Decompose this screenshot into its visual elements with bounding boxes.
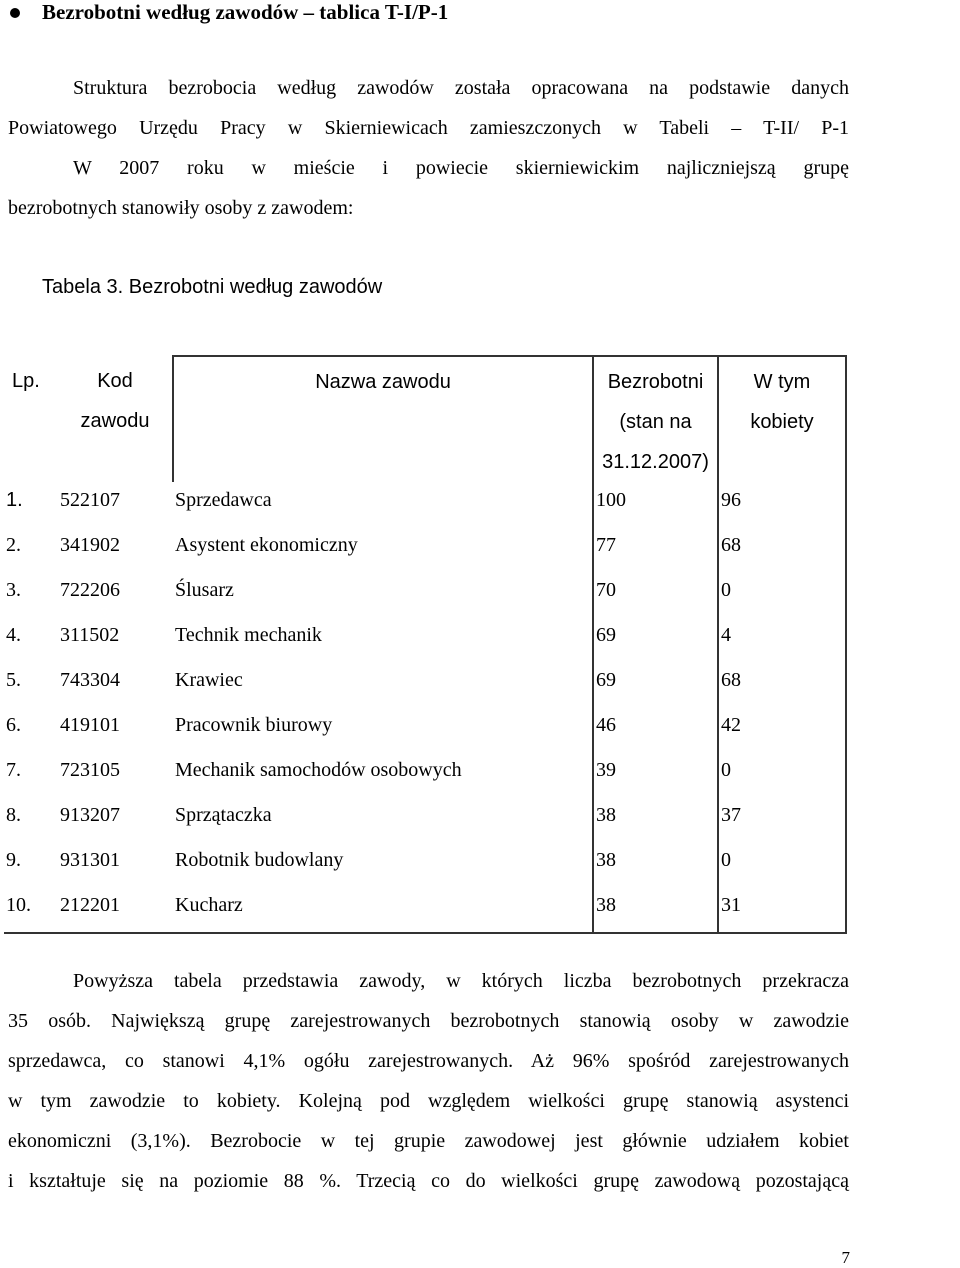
cell-kobiety: 0 <box>718 752 846 797</box>
cell-lp: 2. <box>6 534 21 556</box>
cell-kod: 419101 <box>60 714 120 736</box>
cell-bezrobotni: 70 <box>593 572 718 617</box>
cell-kobiety: 4 <box>718 617 846 662</box>
table-row <box>4 527 846 572</box>
table-row <box>4 887 846 933</box>
page-number: 7 <box>841 1248 850 1267</box>
table-row <box>4 797 846 842</box>
cell-bezrobotni: 38 <box>593 887 718 933</box>
cell-nazwa: Technik mechanik <box>175 624 322 646</box>
cell-kod: 931301 <box>60 849 120 871</box>
header-lp: Lp. <box>12 370 40 392</box>
cell-lp: 10. <box>4 887 58 933</box>
cell-kod: 722206 <box>60 579 120 601</box>
cell-kobiety: 0 <box>718 842 846 887</box>
cell-kod: 311502 <box>60 624 120 646</box>
cell-nazwa: Robotnik budowlany <box>175 849 344 871</box>
summary-line: sprzedawca, co stanowi 4,1% ogółu zarejestrowanych. Aż 96% spośród zarejestrowanych <box>8 1050 849 1072</box>
table-caption: Tabela 3. Bezrobotni według zawodów <box>42 276 383 298</box>
summary-line: Powyższa tabela przedstawia zawody, w których liczba bezrobotnych przekracza <box>73 970 849 992</box>
header-kobiety: W tym kobiety <box>718 356 846 482</box>
cell-kod: 341902 <box>60 534 120 556</box>
cell-kobiety: 68 <box>718 662 846 707</box>
cell-lp: 5. <box>6 669 21 691</box>
cell-nazwa: Asystent ekonomiczny <box>175 534 358 556</box>
cell-bezrobotni: 100 <box>593 482 718 527</box>
cell-lp: 3. <box>6 579 21 601</box>
summary-line: ekonomiczni (3,1%). Bezrobocie w tej grupie zawodowej jest głównie udziałem kobiet <box>8 1130 849 1152</box>
cell-bezrobotni: 38 <box>593 842 718 887</box>
intro-line: Powiatowego Urzędu Pracy w Skierniewicach zamieszczonych w Tabeli – T-II/ P-1 <box>8 117 849 139</box>
intro-paragraph <box>8 68 849 228</box>
cell-lp: 8. <box>6 804 21 826</box>
table-row <box>4 662 846 707</box>
summary-line: w tym zawodzie to kobiety. Kolejną pod względem wielkości grupę stanowią asystenci <box>8 1090 849 1112</box>
cell-nazwa: Mechanik samochodów osobowych <box>175 759 462 781</box>
cell-nazwa: Pracownik biurowy <box>175 714 333 736</box>
cell-lp: 9. <box>6 849 21 871</box>
cell-bezrobotni: 69 <box>593 662 718 707</box>
cell-bezrobotni: 69 <box>593 617 718 662</box>
table-row <box>4 752 846 797</box>
cell-kod: 212201 <box>58 887 173 933</box>
intro-line: W 2007 roku w mieście i powiecie skierniewickim najliczniejszą grupę <box>73 157 849 179</box>
cell-bezrobotni: 46 <box>593 707 718 752</box>
cell-kod: 522107 <box>60 489 120 511</box>
table-row <box>4 572 846 617</box>
header-bezrobotni: Bezrobotni (stan na 31.12.2007) <box>593 356 718 482</box>
intro-line: Struktura bezrobocia według zawodów została opracowana na podstawie danych <box>73 77 849 99</box>
cell-nazwa: Sprzedawca <box>175 489 272 511</box>
cell-bezrobotni: 77 <box>593 527 718 572</box>
cell-nazwa: Krawiec <box>175 669 243 691</box>
cell-lp: 7. <box>6 759 21 781</box>
cell-kobiety: 0 <box>718 572 846 617</box>
cell-bezrobotni: 38 <box>593 797 718 842</box>
summary-paragraph <box>8 961 849 1201</box>
cell-kobiety: 31 <box>718 887 846 933</box>
table-row <box>4 482 846 527</box>
cell-lp: 1. <box>6 489 23 511</box>
cell-nazwa: Ślusarz <box>175 579 234 601</box>
cell-kod: 913207 <box>60 804 120 826</box>
cell-kod: 723105 <box>60 759 120 781</box>
cell-nazwa: Kucharz <box>173 887 593 933</box>
header-nazwa: Nazwa zawodu <box>173 356 593 482</box>
cell-kobiety: 37 <box>718 797 846 842</box>
table-row <box>4 707 846 752</box>
cell-kobiety: 96 <box>718 482 846 527</box>
cell-bezrobotni: 39 <box>593 752 718 797</box>
cell-kobiety: 42 <box>718 707 846 752</box>
cell-kobiety: 68 <box>718 527 846 572</box>
summary-line: i kształtuje się na poziomie 88 %. Trzecią co do wielkości grupę zawodową pozostającą <box>8 1170 849 1192</box>
header-kod: Kod zawodu <box>58 356 173 482</box>
cell-kod: 743304 <box>60 669 120 691</box>
table-row <box>4 842 846 887</box>
table-row <box>4 617 846 662</box>
intro-line: bezrobotnych stanowiły osoby z zawodem: <box>8 197 354 219</box>
summary-line: 35 osób. Największą grupę zarejestrowanych bezrobotnych stanowią osoby w zawodzie <box>8 1010 849 1032</box>
table-header-row <box>4 356 846 482</box>
cell-lp: 4. <box>6 624 21 646</box>
cell-lp: 6. <box>6 714 21 736</box>
occupations-table <box>4 355 847 934</box>
cell-nazwa: Sprzątaczka <box>175 804 272 826</box>
section-heading <box>10 0 448 25</box>
bullet-icon <box>10 8 20 18</box>
section-heading-text: Bezrobotni według zawodów – tablica T-I/P-1 <box>42 0 449 24</box>
